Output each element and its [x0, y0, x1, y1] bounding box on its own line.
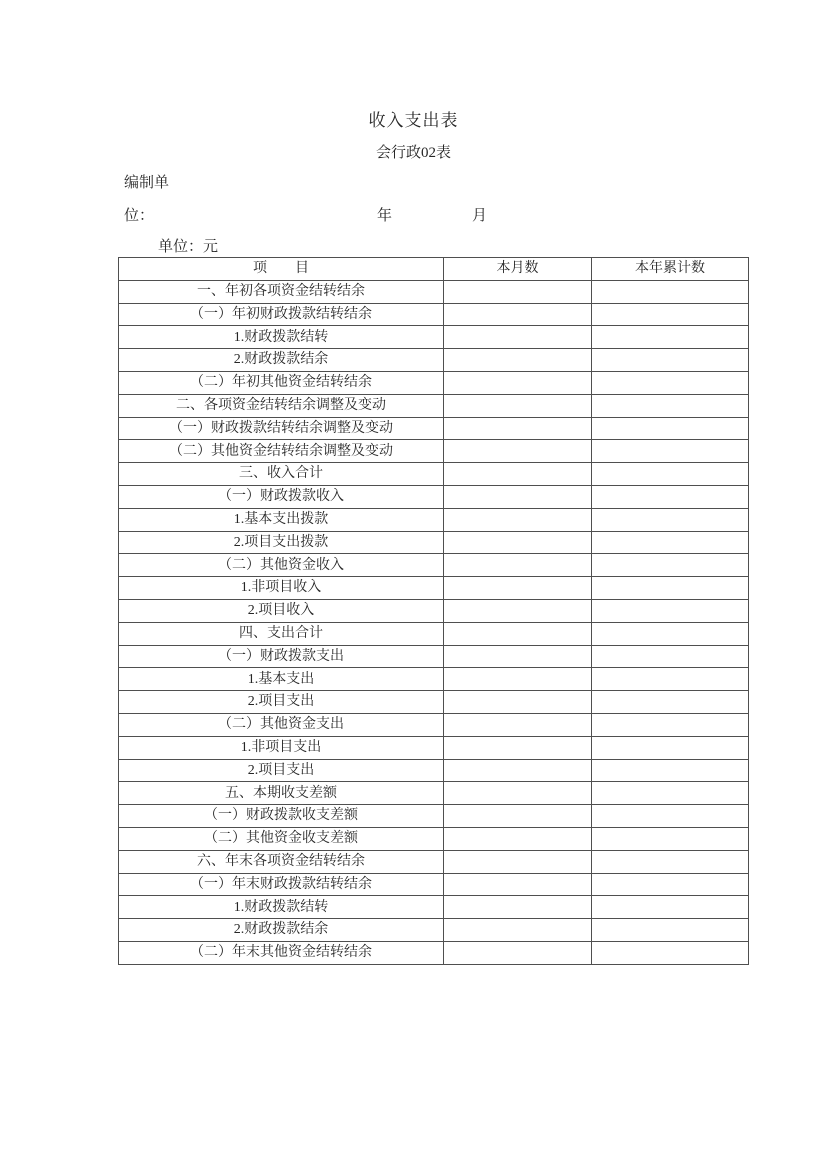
table-row [119, 827, 749, 850]
table-row [119, 599, 749, 622]
row-year-to-date-cell [592, 782, 749, 805]
row-item-label: 1.非项目支出 [119, 736, 444, 759]
row-item-label: （二）年末其他资金结转结余 [119, 941, 444, 964]
row-year-to-date-cell [592, 668, 749, 691]
row-year-to-date-cell [592, 577, 749, 600]
row-item-label: （二）其他资金结转结余调整及变动 [119, 440, 444, 463]
row-year-to-date-cell [592, 485, 749, 508]
row-year-to-date-cell [592, 873, 749, 896]
row-year-to-date-cell [592, 463, 749, 486]
row-item-label: 2.项目收入 [119, 599, 444, 622]
year-label: 年 [377, 208, 393, 224]
row-item-label: 二、各项资金结转结余调整及变动 [119, 394, 444, 417]
table-row [119, 554, 749, 577]
row-year-to-date-cell [592, 691, 749, 714]
table-row [119, 508, 749, 531]
table-row [119, 713, 749, 736]
row-current-month-cell [444, 805, 592, 828]
row-year-to-date-cell [592, 645, 749, 668]
table-row [119, 782, 749, 805]
page-title: 收入支出表 [368, 111, 459, 130]
row-current-month-cell [444, 303, 592, 326]
row-current-month-cell [444, 531, 592, 554]
row-current-month-cell [444, 349, 592, 372]
table-row [119, 896, 749, 919]
table-row [119, 736, 749, 759]
form-number: 会行政02表 [375, 145, 451, 161]
row-current-month-cell [444, 668, 592, 691]
row-year-to-date-cell [592, 371, 749, 394]
compile-unit-label-line1: 编制单 [124, 175, 170, 191]
table-header-row [119, 258, 749, 281]
row-item-label: （二）年初其他资金结转结余 [119, 371, 444, 394]
column-header-current-month: 本月数 [444, 258, 592, 281]
row-current-month-cell [444, 485, 592, 508]
row-current-month-cell [444, 873, 592, 896]
row-current-month-cell [444, 645, 592, 668]
row-year-to-date-cell [592, 531, 749, 554]
row-year-to-date-cell [592, 326, 749, 349]
currency-unit-label: 单位：元 [158, 239, 219, 255]
row-item-label: 五、本期收支差额 [119, 782, 444, 805]
row-current-month-cell [444, 850, 592, 873]
table-row [119, 417, 749, 440]
table-row [119, 941, 749, 964]
row-year-to-date-cell [592, 919, 749, 942]
row-current-month-cell [444, 554, 592, 577]
row-item-label: （二）其他资金收入 [119, 554, 444, 577]
row-year-to-date-cell [592, 941, 749, 964]
income-expense-table [118, 257, 749, 965]
table-row [119, 326, 749, 349]
row-item-label: 六、年末各项资金结转结余 [119, 850, 444, 873]
row-item-label: 四、支出合计 [119, 622, 444, 645]
row-item-label: （一）财政拨款支出 [119, 645, 444, 668]
table-row [119, 645, 749, 668]
row-item-label: 一、年初各项资金结转结余 [119, 280, 444, 303]
row-item-label: 2.财政拨款结余 [119, 349, 444, 372]
row-year-to-date-cell [592, 805, 749, 828]
row-current-month-cell [444, 827, 592, 850]
row-current-month-cell [444, 782, 592, 805]
table-row [119, 463, 749, 486]
column-header-year-to-date: 本年累计数 [592, 258, 749, 281]
row-year-to-date-cell [592, 736, 749, 759]
row-current-month-cell [444, 941, 592, 964]
row-current-month-cell [444, 440, 592, 463]
row-year-to-date-cell [592, 349, 749, 372]
row-item-label: （二）其他资金收支差额 [119, 827, 444, 850]
table-row [119, 850, 749, 873]
row-year-to-date-cell [592, 508, 749, 531]
table-row [119, 919, 749, 942]
row-year-to-date-cell [592, 280, 749, 303]
row-current-month-cell [444, 508, 592, 531]
row-current-month-cell [444, 599, 592, 622]
row-item-label: 1.非项目收入 [119, 577, 444, 600]
row-current-month-cell [444, 896, 592, 919]
row-year-to-date-cell [592, 622, 749, 645]
row-item-label: （一）财政拨款结转结余调整及变动 [119, 417, 444, 440]
row-current-month-cell [444, 736, 592, 759]
row-item-label: 2.财政拨款结余 [119, 919, 444, 942]
row-item-label: （一）年初财政拨款结转结余 [119, 303, 444, 326]
row-year-to-date-cell [592, 599, 749, 622]
table-row [119, 531, 749, 554]
row-current-month-cell [444, 691, 592, 714]
table-row [119, 577, 749, 600]
table-row [119, 691, 749, 714]
table-row [119, 622, 749, 645]
compile-unit-label-line2: 位： [124, 208, 155, 224]
row-item-label: 2.项目支出 [119, 759, 444, 782]
row-current-month-cell [444, 622, 592, 645]
row-item-label: 三、收入合计 [119, 463, 444, 486]
row-current-month-cell [444, 577, 592, 600]
row-item-label: （一）财政拨款收入 [119, 485, 444, 508]
row-item-label: 2.项目支出拨款 [119, 531, 444, 554]
table-row [119, 873, 749, 896]
row-current-month-cell [444, 394, 592, 417]
row-item-label: 1.基本支出 [119, 668, 444, 691]
table-row [119, 668, 749, 691]
table-row [119, 349, 749, 372]
row-year-to-date-cell [592, 713, 749, 736]
row-current-month-cell [444, 463, 592, 486]
table-row [119, 440, 749, 463]
row-year-to-date-cell [592, 440, 749, 463]
row-item-label: 1.基本支出拨款 [119, 508, 444, 531]
table-row [119, 394, 749, 417]
table-row [119, 280, 749, 303]
row-current-month-cell [444, 417, 592, 440]
row-year-to-date-cell [592, 417, 749, 440]
row-year-to-date-cell [592, 850, 749, 873]
row-year-to-date-cell [592, 554, 749, 577]
row-item-label: 1.财政拨款结转 [119, 896, 444, 919]
row-item-label: 2.项目支出 [119, 691, 444, 714]
row-year-to-date-cell [592, 394, 749, 417]
table-row [119, 759, 749, 782]
table-row [119, 303, 749, 326]
month-label: 月 [472, 208, 488, 224]
column-header-item: 项 目 [119, 258, 444, 281]
row-current-month-cell [444, 280, 592, 303]
row-current-month-cell [444, 371, 592, 394]
row-year-to-date-cell [592, 303, 749, 326]
row-current-month-cell [444, 919, 592, 942]
table-row [119, 805, 749, 828]
row-year-to-date-cell [592, 896, 749, 919]
row-item-label: （一）年末财政拨款结转结余 [119, 873, 444, 896]
row-current-month-cell [444, 326, 592, 349]
table-row [119, 485, 749, 508]
row-item-label: （二）其他资金支出 [119, 713, 444, 736]
row-current-month-cell [444, 713, 592, 736]
row-item-label: 1.财政拨款结转 [119, 326, 444, 349]
row-item-label: （一）财政拨款收支差额 [119, 805, 444, 828]
table-row [119, 371, 749, 394]
row-year-to-date-cell [592, 827, 749, 850]
row-year-to-date-cell [592, 759, 749, 782]
row-current-month-cell [444, 759, 592, 782]
